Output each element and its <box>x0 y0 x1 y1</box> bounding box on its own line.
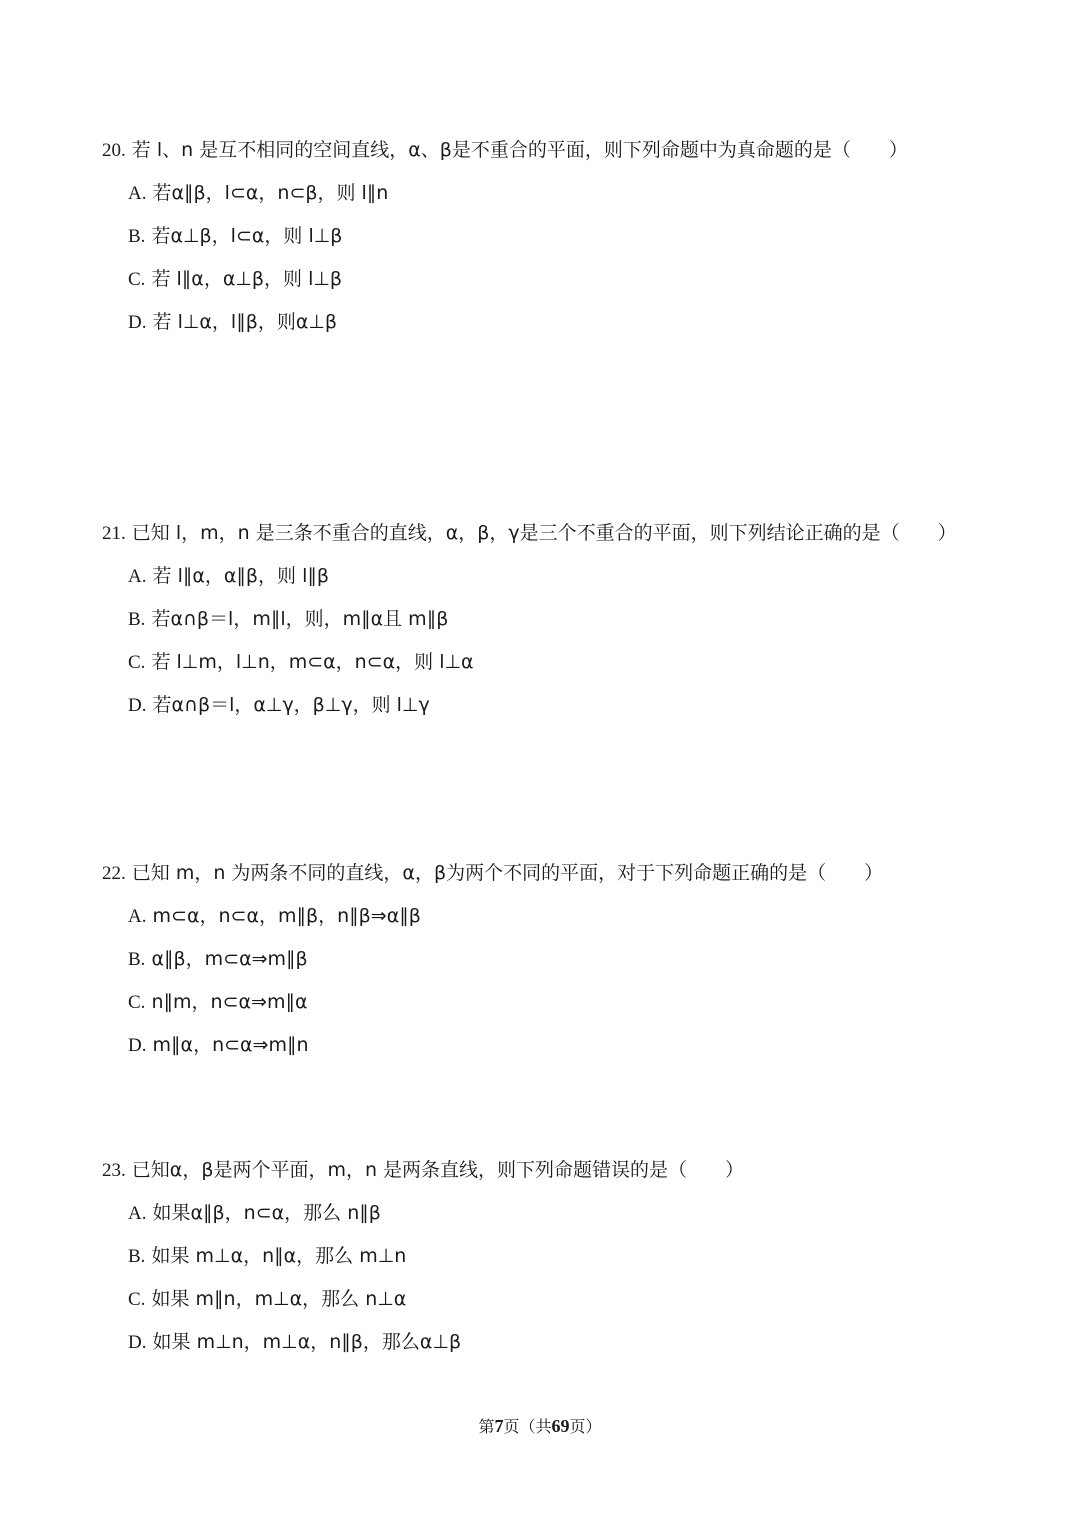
option-letter: D. <box>128 695 147 716</box>
question-stem <box>102 517 1002 549</box>
question-22 <box>102 857 1002 1061</box>
option-text: 若 l⊥m，l⊥n，m⊂α，n⊂α，则 l⊥α <box>151 651 474 673</box>
option-text: 如果 m∥n，m⊥α，那么 n⊥α <box>151 1288 407 1310</box>
current-page-number: 7 <box>494 1416 504 1436</box>
option-text: 如果 m⊥α，n∥α，那么 m⊥n <box>151 1245 407 1267</box>
question-23 <box>102 1154 1002 1358</box>
page-footer <box>0 1412 1080 1441</box>
option-text: m∥α，n⊂α⇒m∥n <box>152 1034 309 1056</box>
option-letter: C. <box>128 1289 146 1310</box>
option-letter: B. <box>128 226 146 247</box>
option-a <box>128 900 1002 932</box>
question-stem <box>102 134 1002 166</box>
question-20 <box>102 134 1002 338</box>
option-letter: D. <box>128 1332 147 1353</box>
footer-middle: 页（共 <box>503 1417 552 1436</box>
question-number: 22. <box>102 863 126 884</box>
question-number: 20. <box>102 140 126 161</box>
option-b <box>128 943 1002 975</box>
option-c <box>128 646 1002 678</box>
option-text: m⊂α，n⊂α，m∥β，n∥β⇒α∥β <box>152 905 421 927</box>
option-c <box>128 1283 1002 1315</box>
option-c <box>128 263 1002 295</box>
option-text: 若 l∥α，α∥β，则 l∥β <box>152 565 329 587</box>
option-letter: A. <box>128 183 147 204</box>
option-text: 若α∩β＝l，α⊥γ，β⊥γ，则 l⊥γ <box>152 694 430 716</box>
total-pages-number: 69 <box>551 1416 570 1436</box>
question-stem <box>102 857 1002 889</box>
option-text: 如果 m⊥n，m⊥α，n∥β，那么α⊥β <box>152 1331 462 1353</box>
question-number: 23. <box>102 1160 126 1181</box>
option-d <box>128 1326 1002 1358</box>
option-d <box>128 306 1002 338</box>
question-number: 21. <box>102 523 126 544</box>
option-letter: C. <box>128 269 146 290</box>
option-letter: D. <box>128 312 147 333</box>
question-21 <box>102 517 1002 721</box>
option-letter: A. <box>128 906 147 927</box>
footer-prefix: 第 <box>478 1417 495 1436</box>
option-letter: C. <box>128 652 146 673</box>
option-letter: B. <box>128 609 146 630</box>
option-letter: A. <box>128 1203 147 1224</box>
option-text: n∥m，n⊂α⇒m∥α <box>151 991 308 1013</box>
option-letter: B. <box>128 949 146 970</box>
option-a <box>128 1197 1002 1229</box>
option-d <box>128 1029 1002 1061</box>
option-text: α∥β，m⊂α⇒m∥β <box>151 948 308 970</box>
option-text: 若 l∥α，α⊥β，则 l⊥β <box>151 268 343 290</box>
option-b <box>128 1240 1002 1272</box>
footer-suffix: 页） <box>569 1417 602 1436</box>
option-letter: B. <box>128 1246 146 1267</box>
question-text: 已知 m，n 为两条不同的直线，α，β为两个不同的平面，对于下列命题正确的是（ ） <box>131 862 884 884</box>
option-letter: C. <box>128 992 146 1013</box>
option-text: 若α∩β＝l，m∥l，则，m∥α且 m∥β <box>151 608 449 630</box>
option-a <box>128 560 1002 592</box>
option-letter: A. <box>128 566 147 587</box>
option-text: 若α∥β，l⊂α，n⊂β，则 l∥n <box>152 182 389 204</box>
question-text: 已知α，β是两个平面，m，n 是两条直线，则下列命题错误的是（ ） <box>131 1159 745 1181</box>
question-text: 若 l、n 是互不相同的空间直线，α、β是不重合的平面，则下列命题中为真命题的是（ ） <box>131 139 908 161</box>
question-text: 已知 l，m，n 是三条不重合的直线，α，β，γ是三个不重合的平面，则下列结论正确的是（ ） <box>131 522 957 544</box>
option-letter: D. <box>128 1035 147 1056</box>
option-b <box>128 220 1002 252</box>
option-a <box>128 177 1002 209</box>
option-c <box>128 986 1002 1018</box>
option-text: 若 l⊥α，l∥β，则α⊥β <box>152 311 338 333</box>
option-d <box>128 689 1002 721</box>
question-stem <box>102 1154 1002 1186</box>
option-text: 如果α∥β，n⊂α，那么 n∥β <box>152 1202 381 1224</box>
option-text: 若α⊥β，l⊂α，则 l⊥β <box>151 225 343 247</box>
option-b <box>128 603 1002 635</box>
